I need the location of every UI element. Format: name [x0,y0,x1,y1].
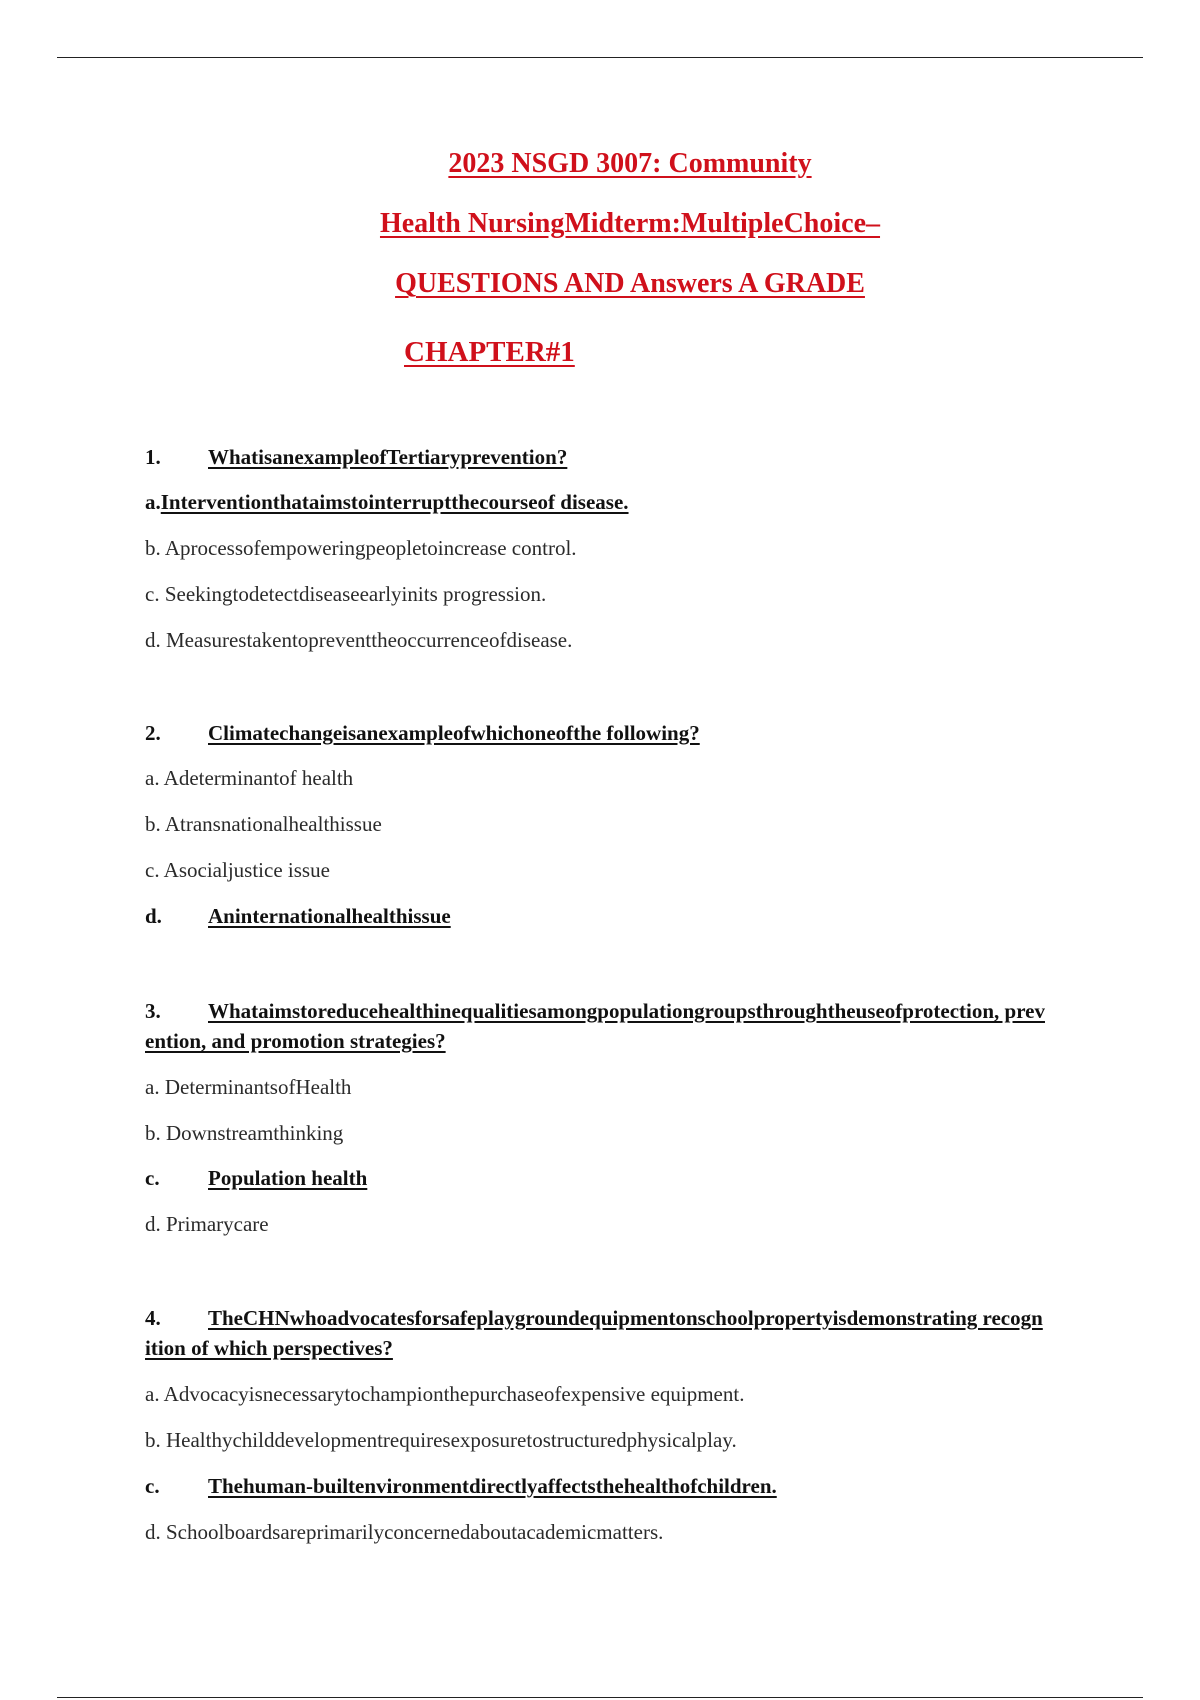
q4-option-b [145,1428,737,1453]
option-text: Atransnationalhealthissue [160,812,382,836]
question-number: 3. [145,999,161,1023]
q1-option-a-correct [145,490,629,515]
document-title-line-1: 2023 NSGD 3007: Community [448,148,812,179]
question-2 [145,718,1045,748]
option-letter: b. [145,536,161,560]
question-number: 1. [145,445,161,469]
option-letter: b. [145,812,161,836]
option-letter: d. [145,1212,161,1236]
q2-option-a [145,766,353,791]
q1-option-c [145,582,546,607]
q4-option-a [145,1382,744,1407]
question-3 [145,996,1045,1056]
option-text: Seekingtodetectdiseaseearlyinits progression. [159,582,547,606]
option-text: Downstreamthinking [160,1121,344,1145]
option-letter: a. [145,490,161,514]
question-text: TheCHNwhoadvocatesforsafeplaygroundequipmentonschoolpropertyisdemonstrating recognition of which perspectives? [145,1306,1043,1360]
question-4 [145,1303,1045,1363]
option-text: Schoolboardsareprimarilyconcernedaboutacademicmatters. [160,1520,664,1544]
question-number: 4. [145,1306,161,1330]
option-text: Interventionthataimstointerruptthecourseof disease. [160,490,629,514]
top-rule [57,57,1143,58]
question-text: Climatechangeisanexampleofwhichoneofthe following? [208,721,700,745]
q1-option-d [145,628,572,653]
option-letter: b. [145,1121,161,1145]
option-text: Measurestakentopreventtheoccurrenceofdisease. [160,628,573,652]
option-letter: b. [145,1428,161,1452]
option-text: DeterminantsofHealth [159,1075,352,1099]
option-letter: d. [145,904,162,928]
q4-option-c-correct [145,1474,777,1499]
chapter-heading: CHAPTER#1 [404,336,575,368]
q4-option-d [145,1520,663,1545]
option-letter: a. [145,1075,160,1099]
option-letter: d. [145,628,161,652]
option-text: Population health [208,1166,368,1190]
q2-option-d-correct [145,904,451,929]
question-number: 2. [145,721,161,745]
option-letter: a. [145,1382,160,1406]
option-text: Primarycare [160,1212,269,1236]
question-1 [145,442,1045,472]
option-text: Adeterminantof health [159,766,354,790]
option-letter: d. [145,1520,161,1544]
option-text: Aprocessofempoweringpeopletoincrease control. [160,536,577,560]
option-letter: c. [145,858,160,882]
document-title-line-2: Health NursingMidterm:MultipleChoice– [379,208,881,239]
option-text: Aninternationalhealthissue [208,904,451,928]
document-title-line-3: QUESTIONS AND Answers A GRADE [395,268,865,299]
q2-option-c [145,858,330,883]
option-letter: a. [145,766,160,790]
q1-option-b [145,536,577,561]
option-letter: c. [145,1474,160,1498]
q3-option-d [145,1212,269,1237]
option-text: Advocacyisnecessarytochampionthepurchaseofexpensive equipment. [159,1382,745,1406]
q3-option-b [145,1121,343,1146]
q2-option-b [145,812,382,837]
option-text: Thehuman-builtenvironmentdirectlyaffectsthehealthofchildren. [208,1474,777,1498]
q3-option-c-correct [145,1166,367,1191]
option-text: Asocialjustice issue [159,858,330,882]
option-letter: c. [145,582,160,606]
question-text: WhatisanexampleofTertiaryprevention? [208,445,568,469]
question-text: Whataimstoreducehealthinequalitiesamongpopulationgroupsthroughtheuseofprotection, prevention, and promotion strategies? [145,999,1045,1053]
q3-option-a [145,1075,351,1100]
option-text: Healthychilddevelopmentrequiresexposuretostructuredphysicalplay. [160,1428,737,1452]
bottom-rule [57,1697,1143,1698]
option-letter: c. [145,1166,160,1190]
